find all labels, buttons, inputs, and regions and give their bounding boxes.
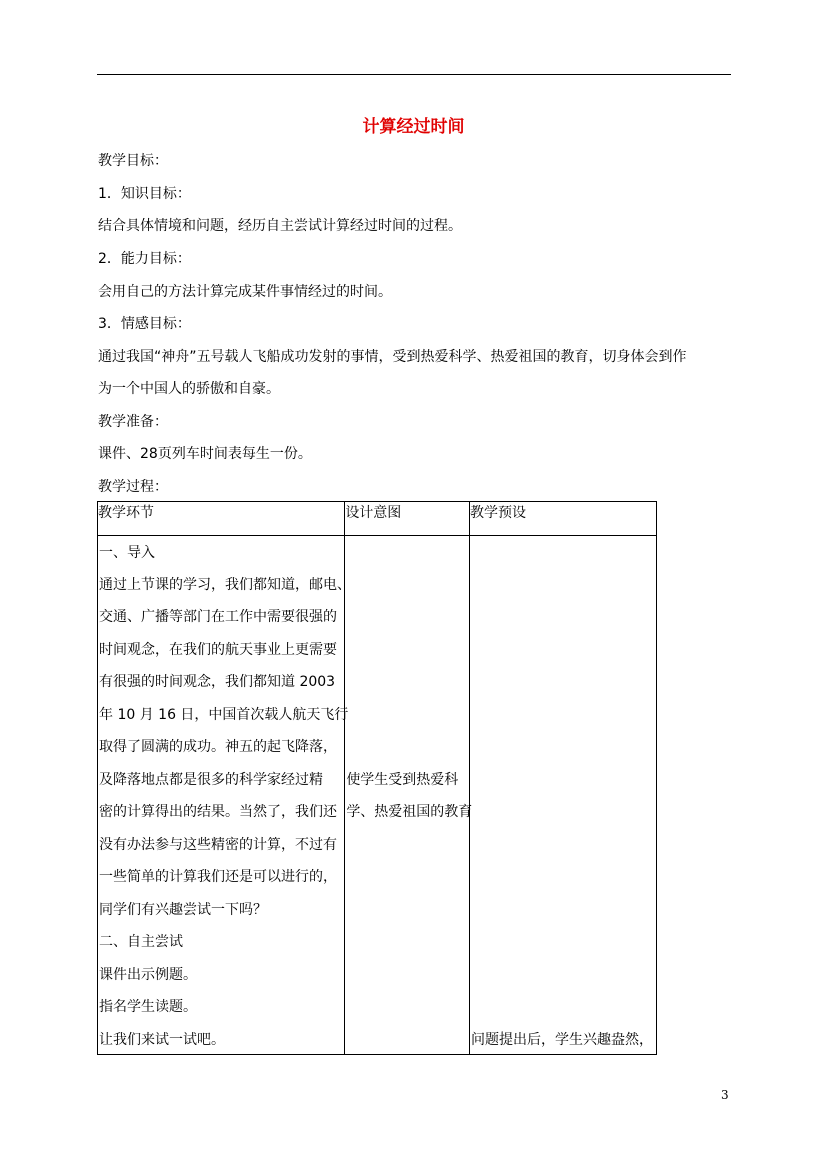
objective-ability-text: 会用自己的方法计算完成某件事情经过的时间。: [98, 284, 392, 300]
section-label-process: 教学过程：: [98, 479, 168, 495]
preparation-text: 课件、28页列车时间表每生一份。: [98, 446, 312, 462]
stage-line: 取得了圆满的成功。神五的起飞降落，: [99, 739, 337, 755]
stage-line: 同学们有兴趣尝试一下吗？: [99, 902, 267, 918]
intent-line: 使学生受到热爱科: [346, 772, 459, 788]
stage-line: 指名学生读题。: [99, 999, 197, 1015]
objective-knowledge-text: 结合具体情境和问题，经历自主尝试计算经过时间的过程。: [98, 218, 462, 234]
table-header-row: [98, 502, 657, 536]
stage-cell: [98, 536, 351, 1055]
header-cell-preset: 教学预设: [469, 502, 656, 536]
stage-line: 一些简单的计算我们还是可以进行的，: [99, 869, 337, 885]
section-label-preparation: 教学准备：: [98, 414, 168, 430]
preset-cell: [469, 536, 656, 1055]
objective-emotion-text-2: 为一个中国人的骄傲和自豪。: [98, 381, 280, 397]
intent-cell: [345, 536, 473, 1055]
objective-emotion-text-1: 通过我国“神舟”五号载人飞船成功发射的事情，受到热爱科学、热爱祖国的教育，切身体会到作: [98, 349, 687, 365]
stage-line: 让我们来试一试吧。: [99, 1032, 225, 1048]
lesson-plan-table: [97, 501, 657, 1055]
stage-line: 交通、广播等部门在工作中需要很强的: [99, 609, 337, 625]
header-cell-stage: 教学环节: [98, 502, 345, 536]
table-row: [98, 536, 657, 1055]
header-cell-intent: 设计意图: [345, 502, 470, 536]
objective-knowledge-label: 1．知识目标：: [98, 186, 191, 202]
objective-ability-label: 2．能力目标：: [98, 251, 191, 267]
stage-line: 没有办法参与这些精密的计算，不过有: [99, 837, 337, 853]
stage-line: 时间观念，在我们的航天事业上更需要: [99, 642, 337, 658]
stage-line: 课件出示例题。: [99, 967, 197, 983]
stage-line: 及降落地点都是很多的科学家经过精: [99, 772, 323, 788]
page-number: 3: [721, 1088, 729, 1102]
header-rule: [97, 74, 731, 75]
objective-emotion-label: 3．情感目标：: [98, 316, 191, 332]
preset-line: 问题提出后，学生兴趣盎然，: [470, 1032, 653, 1048]
stage-line: 密的计算得出的结果。当然了，我们还: [99, 804, 337, 820]
stage-line: 一、导入: [99, 545, 155, 561]
section-label-objectives: 教学目标：: [98, 153, 168, 169]
intent-line: 学、热爱祖国的教育: [346, 804, 473, 820]
stage-line: 二、自主尝试: [99, 934, 183, 950]
stage-line: 年 10 月 16 日，中国首次载人航天飞行: [99, 707, 349, 723]
stage-line: 有很强的时间观念，我们都知道 2003: [99, 674, 336, 690]
page-title: 计算经过时间: [362, 117, 465, 137]
stage-line: 通过上节课的学习，我们都知道，邮电、: [99, 577, 351, 593]
